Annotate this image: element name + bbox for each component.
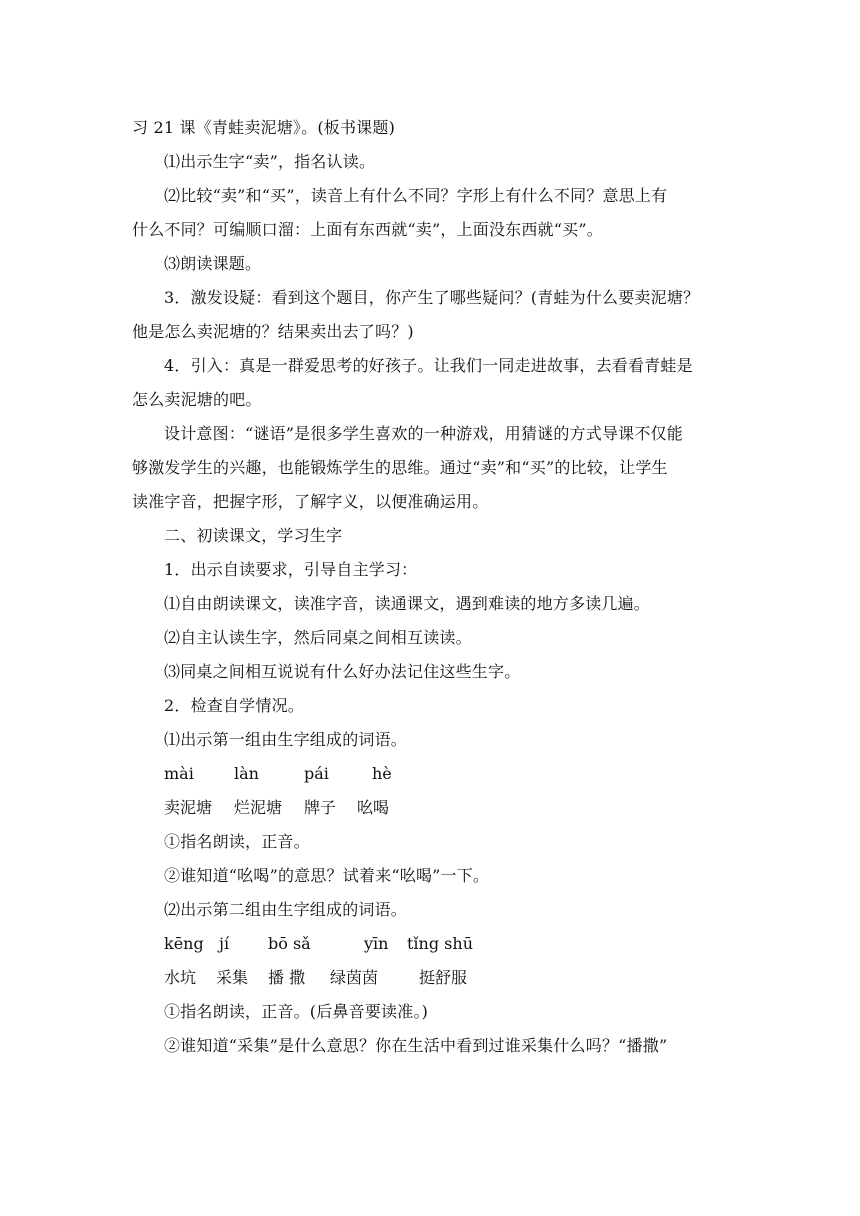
text-line: ①指名朗读，正音。 xyxy=(164,832,310,851)
word: 吆喝 xyxy=(357,798,390,817)
text-line: ⑴出示第一组由生字组成的词语。 xyxy=(164,730,408,749)
text-line: ⑶朗读课题。 xyxy=(164,254,262,273)
text-line: 什么不同？可编顺口溜：上面有东西就“卖”，上面没东西就“买”。 xyxy=(132,220,603,239)
text-line: ①指名朗读，正音。(后鼻音要读准。) xyxy=(164,1002,429,1021)
text-line: ②谁知道“吆喝”的意思？试着来“吆喝”一下。 xyxy=(164,866,490,885)
text-line: 1．出示自读要求，引导自主学习： xyxy=(164,560,418,579)
text-line: 2．检查自学情况。 xyxy=(164,696,304,715)
word: 牌子 xyxy=(304,798,337,817)
pinyin: làn xyxy=(234,764,259,783)
pinyin: yīn xyxy=(364,934,389,953)
text-line: 读准字音，把握字形，了解字义，以便准确运用。 xyxy=(132,492,489,511)
text-line: 他是怎么卖泥塘的？结果卖出去了吗？) xyxy=(132,322,414,341)
section-heading: 二、初读课文，学习生字 xyxy=(164,526,343,545)
word: 卖泥塘 xyxy=(164,798,213,817)
word: 挺舒服 xyxy=(419,968,468,987)
text-line: 够激发学生的兴趣，也能锻炼学生的思维。通过“卖”和“买”的比较，让学生 xyxy=(132,458,668,477)
text-line: 3．激发设疑：看到这个题目，你产生了哪些疑问？(青蛙为什么要卖泥塘？ xyxy=(164,288,700,307)
text-line: 4．引入：真是一群爱思考的好孩子。让我们一同走进故事，去看看青蛙是 xyxy=(164,356,693,375)
text-line: ⑵出示第二组由生字组成的词语。 xyxy=(164,900,408,919)
text-line: ⑵比较“卖”和“买”，读音上有什么不同？字形上有什么不同？意思上有 xyxy=(164,186,668,205)
text-line: 习 21 课《青蛙卖泥塘》。(板书课题) xyxy=(132,118,396,137)
pinyin: bō sǎ xyxy=(268,934,311,953)
text-line: ⑴出示生字“卖”，指名认读。 xyxy=(164,152,376,171)
word: 播 撒 xyxy=(268,968,306,987)
text-line: 怎么卖泥塘的吧。 xyxy=(132,390,262,409)
text-line: ⑶同桌之间相互说说有什么好办法记住这些生字。 xyxy=(164,662,521,681)
pinyin: kēng xyxy=(164,934,204,953)
word: 采集 xyxy=(216,968,249,987)
word: 绿茵茵 xyxy=(330,968,379,987)
word: 水坑 xyxy=(164,968,197,987)
text-line: ②谁知道“采集”是什么意思？你在生活中看到过谁采集什么吗？“播撒” xyxy=(164,1036,668,1055)
pinyin: pái xyxy=(304,764,329,783)
text-line: ⑴自由朗读课文，读准字音，读通课文，遇到难读的地方多读几遍。 xyxy=(164,594,651,613)
text-line: ⑵自主认读生字，然后同桌之间相互读读。 xyxy=(164,628,472,647)
pinyin: tǐng shū xyxy=(407,934,473,953)
word: 烂泥塘 xyxy=(234,798,283,817)
pinyin: hè xyxy=(372,764,392,783)
text-line: 设计意图：“谜语”是很多学生喜欢的一种游戏，用猜谜的方式导课不仅能 xyxy=(164,424,683,443)
pinyin: mài xyxy=(164,764,194,783)
pinyin: jí xyxy=(219,934,230,953)
